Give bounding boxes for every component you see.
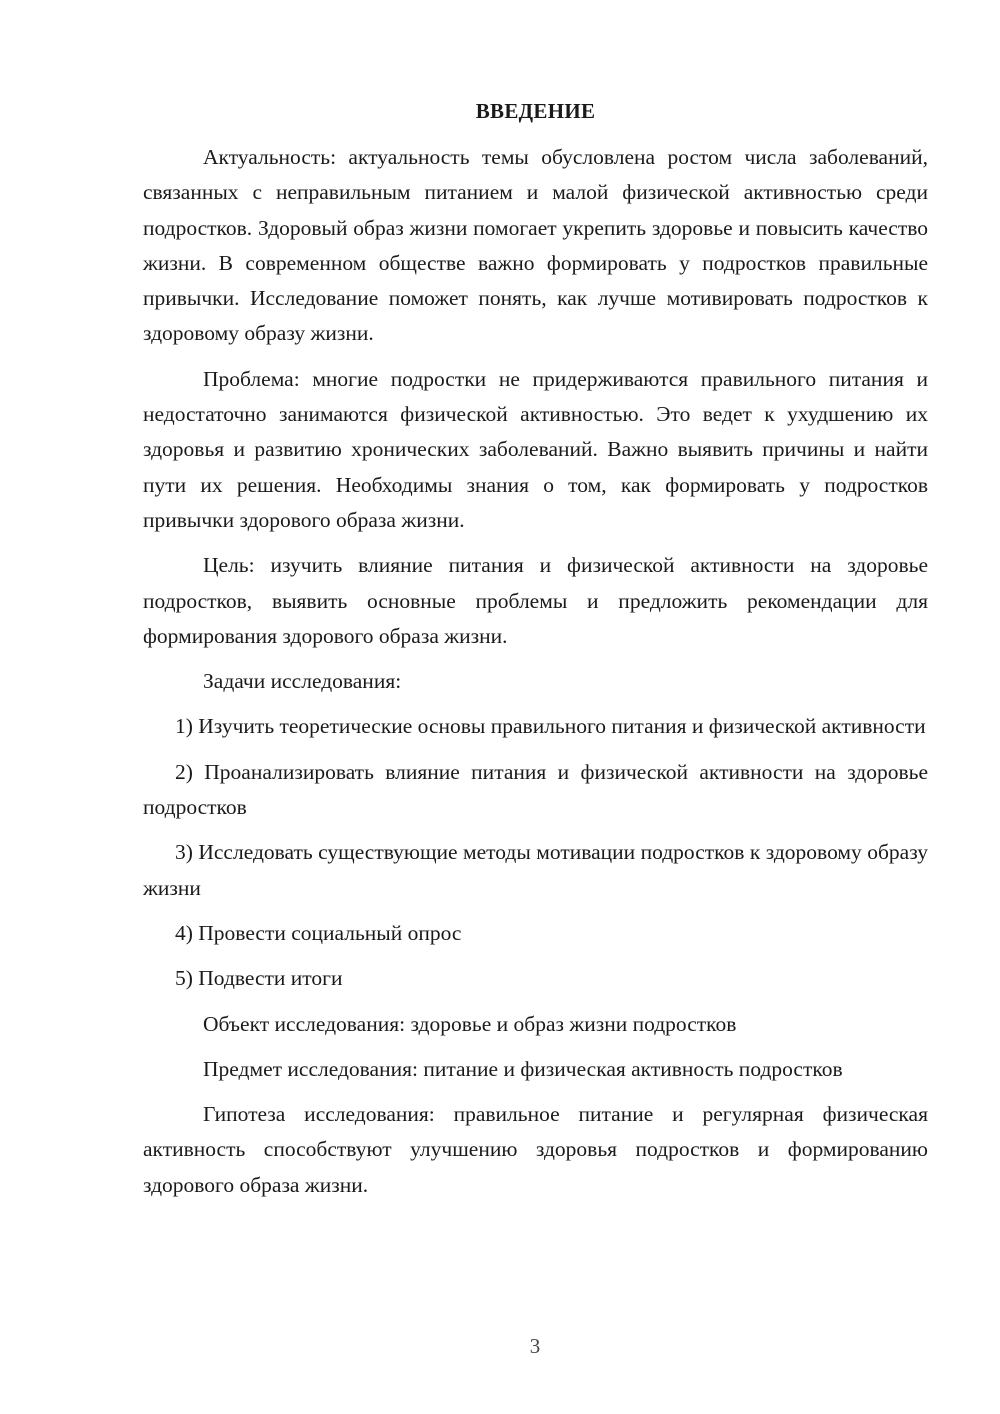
document-page [143, 96, 928, 1213]
object-paragraph: Объект исследования: здоровье и образ жизни подростков [203, 1011, 737, 1036]
task-item: 4) Провести социальный опрос [175, 920, 462, 945]
page-title: ВВЕДЕНИЕ [475, 99, 596, 123]
task-item: 3) Исследовать существующие методы мотивации подростков к здоровому образу жизни [143, 840, 928, 900]
subject-paragraph: Предмет исследования: питание и физическая активность подростков [203, 1056, 843, 1081]
hypothesis-paragraph: Гипотеза исследования: правильное питание и регулярная физическая активность способствуют улучшению здоровья подростков и формированию здорового образа жизни. [143, 1102, 928, 1197]
task-item: 1) Изучить теоретические основы правильного питания и физической активности [175, 714, 926, 739]
page-number: 3 [529, 1334, 541, 1358]
task-item: 5) Подвести итоги [175, 966, 343, 991]
goal-paragraph: Цель: изучить влияние питания и физической активности на здоровье подростков, выявить основные проблемы и предложить рекомендации для формирования здорового образа жизни. [143, 553, 928, 648]
task-item: 2) Проанализировать влияние питания и физической активности на здоровье подростков [143, 759, 928, 820]
tasks-heading: Задачи исследования: [203, 669, 402, 694]
relevance-paragraph: Актуальность: актуальность темы обусловлена ростом числа заболеваний, связанных с неправильным питанием и малой физической активностью среди подростков. Здоровый образ жизни помогает укрепить здоровье и повысить качество жизни. В современном обществе важно формировать у подростков правильные привычки. Исследование поможет понять, как лучше мотивировать подростков к здоровому образу жизни. [143, 145, 928, 346]
problem-paragraph: Проблема: многие подростки не придерживаются правильного питания и недостаточно занимаются физической активностью. Это ведет к ухудшению их здоровья и развитию хронических заболеваний. Важно выявить причины и найти пути их решения. Необходимы знания о том, как формировать у подростков привычки здорового образа жизни. [143, 366, 928, 532]
